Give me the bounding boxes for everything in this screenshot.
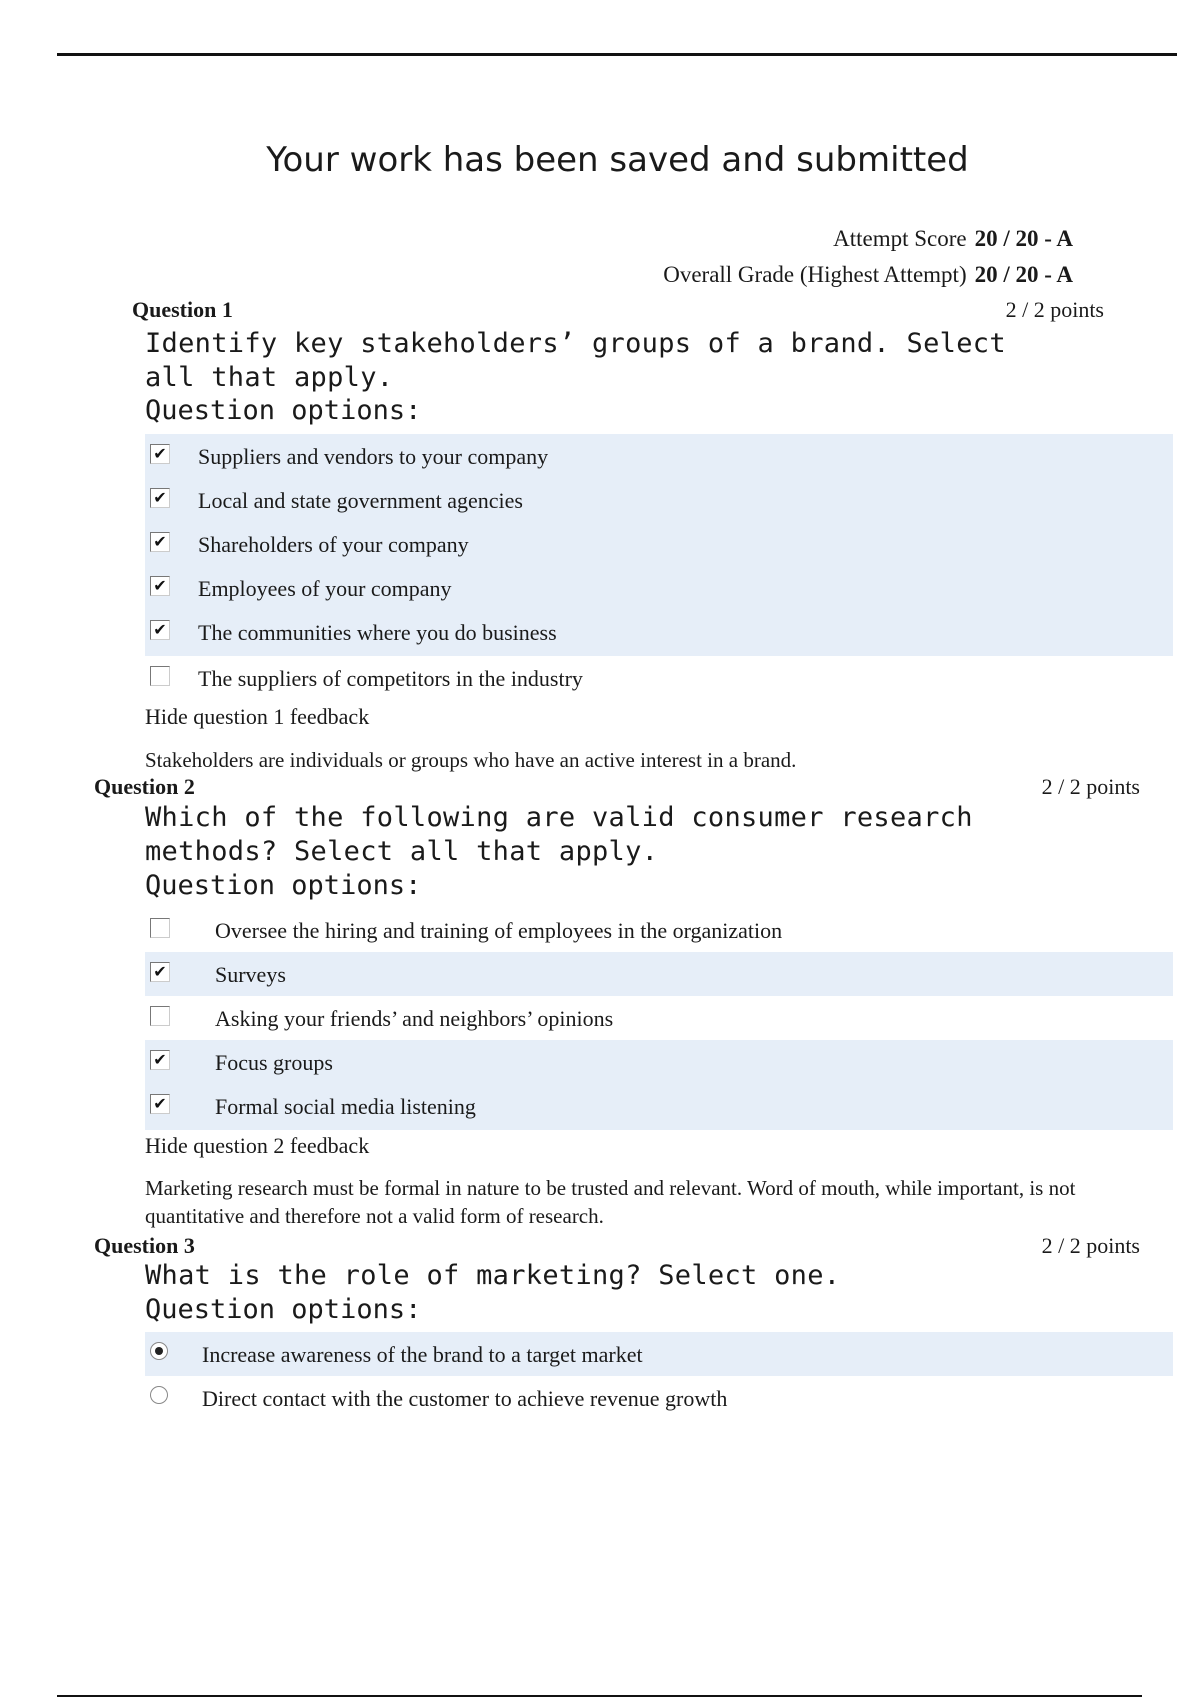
question-2-feedback: Marketing research must be formal in nature to be trusted and relevant. Word of mouth, while important, is not quantitative and therefore not a valid form of research. <box>145 1176 1076 1228</box>
attempt-score <box>833 226 1073 252</box>
checkbox[interactable]: ✔ <box>150 962 170 982</box>
question-3-points: 2 / 2 points <box>1041 1233 1140 1258</box>
q1-option[interactable] <box>145 434 1173 478</box>
q2-option-label: Oversee the hiring and training of employees in the organization <box>215 918 783 943</box>
checkbox[interactable]: ✔ <box>150 532 170 552</box>
page-title: Your work has been saved and submitted <box>266 140 969 180</box>
q3-option[interactable] <box>145 1376 1173 1420</box>
q1-option[interactable] <box>145 522 1173 566</box>
question-1-options-label: Question options: <box>145 395 422 426</box>
q1-option[interactable] <box>145 610 1173 656</box>
radio-button[interactable] <box>150 1386 168 1404</box>
q1-option-label: The communities where you do business <box>198 620 557 645</box>
checkbox[interactable]: ✔ <box>150 488 170 508</box>
attempt-score-value: 20 / 20 - A <box>974 226 1073 251</box>
question-3-heading: Question 3 <box>94 1233 195 1258</box>
question-1-points: 2 / 2 points <box>1005 297 1104 322</box>
q2-option[interactable] <box>145 908 1173 952</box>
q2-option[interactable] <box>145 996 1173 1040</box>
question-1-feedback: Stakeholders are individuals or groups who have an active interest in a brand. <box>145 748 797 772</box>
question-3-text: What is the role of marketing? Select one. <box>145 1260 841 1291</box>
checkbox[interactable] <box>150 918 170 938</box>
q3-option-label: Increase awareness of the brand to a target market <box>202 1342 643 1367</box>
q1-option[interactable] <box>145 656 1173 700</box>
hide-feedback-link[interactable]: Hide question 1 feedback <box>145 704 370 729</box>
q1-option[interactable] <box>145 566 1173 610</box>
q1-option-label: Local and state government agencies <box>198 488 523 513</box>
question-2-heading: Question 2 <box>94 774 195 799</box>
radio-button[interactable] <box>150 1342 168 1360</box>
checkbox[interactable] <box>150 1006 170 1026</box>
overall-grade <box>663 262 1073 288</box>
overall-grade-label: Overall Grade (Highest Attempt) <box>663 262 967 287</box>
attempt-score-label: Attempt Score <box>833 226 967 251</box>
question-1-heading: Question 1 <box>132 297 233 322</box>
q1-option[interactable] <box>145 478 1173 522</box>
question-3-options-label: Question options: <box>145 1294 422 1325</box>
question-2-points: 2 / 2 points <box>1041 774 1140 799</box>
bottom-rule <box>57 1695 1142 1697</box>
q2-option-label: Asking your friends’ and neighbors’ opinions <box>215 1006 614 1031</box>
question-2-text: Which of the following are valid consumer research methods? Select all that apply. <box>145 802 973 867</box>
checkbox[interactable]: ✔ <box>150 1050 170 1070</box>
q1-option-label: Employees of your company <box>198 576 452 601</box>
top-rule <box>57 53 1177 56</box>
q2-option-label: Focus groups <box>215 1050 333 1075</box>
question-1-text: Identify key stakeholders’ groups of a brand. Select all that apply. <box>145 328 1006 393</box>
q2-option[interactable] <box>145 1084 1173 1130</box>
checkbox[interactable]: ✔ <box>150 620 170 640</box>
q1-option-label: Suppliers and vendors to your company <box>198 444 549 469</box>
checkbox[interactable]: ✔ <box>150 1094 170 1114</box>
q2-option-label: Formal social media listening <box>215 1094 476 1119</box>
overall-grade-value: 20 / 20 - A <box>974 262 1073 287</box>
q3-option-label: Direct contact with the customer to achieve revenue growth <box>202 1386 728 1411</box>
q1-option-label: The suppliers of competitors in the industry <box>198 666 583 691</box>
q2-option-label: Surveys <box>215 962 286 987</box>
q3-option[interactable] <box>145 1332 1173 1376</box>
q1-option-label: Shareholders of your company <box>198 532 469 557</box>
q2-option[interactable] <box>145 952 1173 996</box>
hide-feedback-link[interactable]: Hide question 2 feedback <box>145 1133 370 1158</box>
checkbox[interactable] <box>150 666 170 686</box>
checkbox[interactable]: ✔ <box>150 576 170 596</box>
checkbox[interactable]: ✔ <box>150 444 170 464</box>
question-2-options-label: Question options: <box>145 870 422 901</box>
q2-option[interactable] <box>145 1040 1173 1084</box>
